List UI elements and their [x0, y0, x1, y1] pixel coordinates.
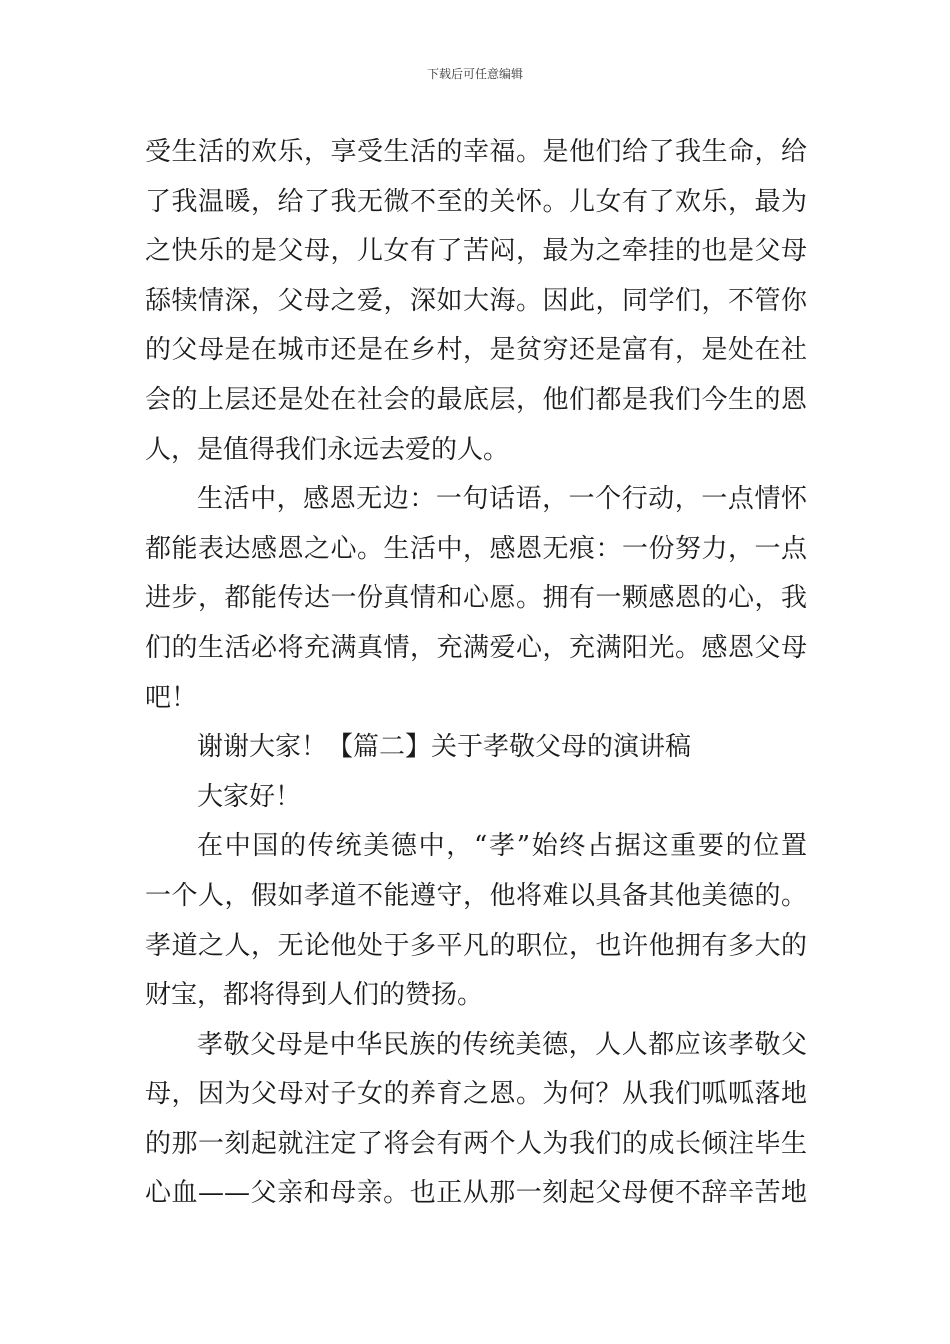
- text-line: 了我温暖，给了我无微不至的关怀。儿女有了欢乐，最为: [145, 186, 807, 217]
- text-line: 都能表达感恩之心。生活中，感恩无痕：一份努力，一点: [145, 533, 807, 564]
- text-line: 的那一刻起就注定了将会有两个人为我们的成长倾注毕生: [145, 1128, 807, 1159]
- text-line: 进步，都能传达一份真情和心愿。拥有一颗感恩的心，我: [145, 583, 807, 614]
- page-header-note: 下载后可任意编辑: [426, 67, 523, 81]
- text-line: 母，因为父母对子女的养育之恩。为何？从我们呱呱落地: [145, 1079, 807, 1110]
- text-line: 吧！: [145, 682, 198, 713]
- text-line: 舔犊情深，父母之爱，深如大海。因此，同学们，不管你: [145, 285, 807, 316]
- text-line: 受生活的欢乐，享受生活的幸福。是他们给了我生命，给: [145, 137, 807, 167]
- text-line: 之快乐的是父母，儿女有了苦闷，最为之牵挂的也是父母: [145, 236, 807, 267]
- text-line: 人，是值得我们永远去爱的人。: [145, 434, 510, 465]
- paragraph-first-line: 孝敬父母是中华民族的传统美德，人人都应该孝敬父: [197, 1029, 807, 1060]
- paragraph-first-line: 在中国的传统美德中，“孝”始终占据这重要的位置: [197, 831, 807, 862]
- paragraph-first-line: 生活中，感恩无边：一句话语，一个行动，一点情怀: [197, 484, 807, 515]
- body-text: [145, 128, 807, 1219]
- text-line: 一个人，假如孝道不能遵守，他将难以具备其他美德的。: [145, 880, 807, 911]
- text-line: 财宝，都将得到人们的赞扬。: [145, 980, 484, 1011]
- greeting-line: 大家好！: [197, 781, 302, 812]
- text-line: 孝道之人，无论他处于多平凡的职位，也许他拥有多大的: [145, 930, 807, 961]
- text-line: 们的生活必将充满真情，充满爱心，充满阳光。感恩父母: [145, 632, 807, 663]
- text-line: 心血——父亲和母亲。也正从那一刻起父母便不辞辛苦地: [145, 1178, 807, 1209]
- text-line: 的父母是在城市还是在乡村，是贫穷还是富有，是处在社: [145, 335, 807, 366]
- section-heading-line: 谢谢大家！【篇二】关于孝敬父母的演讲稿: [197, 732, 692, 763]
- text-line: 会的上层还是处在社会的最底层，他们都是我们今生的恩: [145, 384, 807, 415]
